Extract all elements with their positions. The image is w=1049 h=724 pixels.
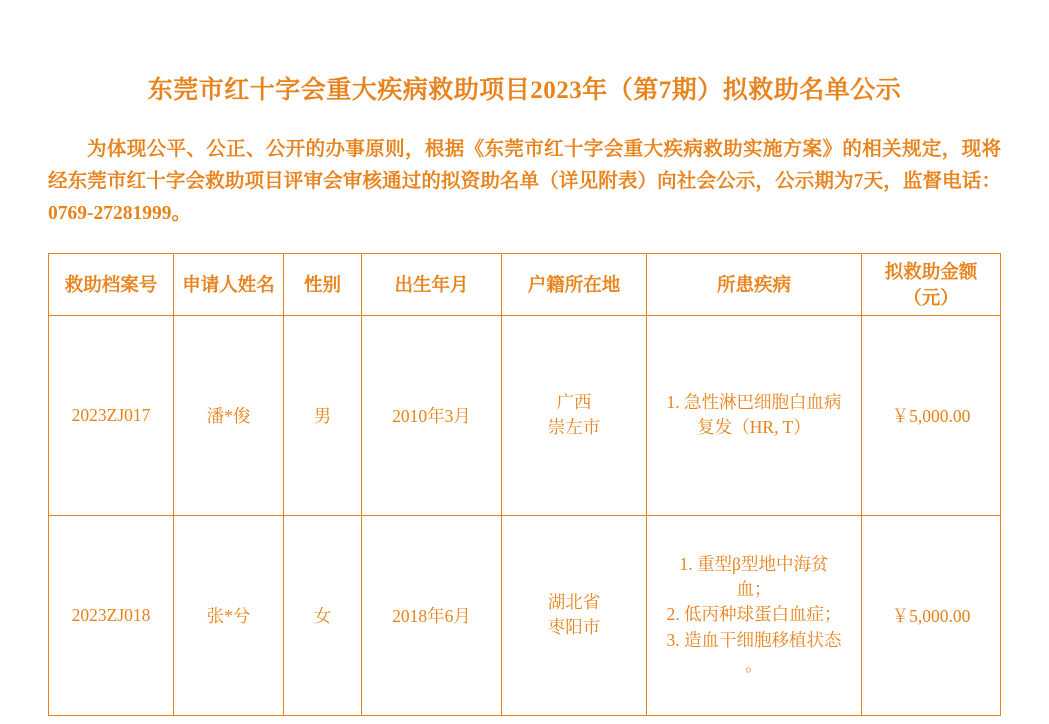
column-header-amount: 拟救助金额（元） xyxy=(862,253,1001,315)
announcement-paragraph: 为体现公平、公正、公开的办事原则，根据《东莞市红十字会重大疾病救助实施方案》的相关规定，现将经东莞市红十字会救助项目评审会审核通过的拟资助名单（详见附表）向社会公示，公示期为7天，监督电话：0769-27281999。 xyxy=(48,139,1001,225)
cell-region xyxy=(502,515,647,715)
cell-region-line: 枣阳市 xyxy=(547,617,601,638)
table-header-row xyxy=(49,253,1001,315)
cell-name: 潘*俊 xyxy=(174,315,284,515)
cell-disease-line: 复发（HR, T） xyxy=(697,417,811,438)
cell-disease-line: 3. 造血干细胞移植状态 xyxy=(666,629,842,650)
cell-region-line: 广西 xyxy=(556,391,592,412)
cell-disease-line: 1. 急性淋巴细胞白血病 xyxy=(666,391,842,412)
cell-birth: 2018年6月 xyxy=(362,515,502,715)
aid-recipients-table xyxy=(48,253,1001,716)
table-body xyxy=(49,315,1001,715)
cell-gender: 男 xyxy=(284,315,362,515)
table-header xyxy=(49,253,1001,315)
table-row xyxy=(49,515,1001,715)
cell-region-line: 崇左市 xyxy=(547,417,601,438)
cell-disease xyxy=(647,315,862,515)
cell-disease xyxy=(647,515,862,715)
cell-gender: 女 xyxy=(284,515,362,715)
cell-disease-line: 。 xyxy=(745,655,763,676)
cell-region xyxy=(502,315,647,515)
column-header-region: 户籍所在地 xyxy=(502,253,647,315)
table-row xyxy=(49,315,1001,515)
column-header-file-no: 救助档案号 xyxy=(49,253,174,315)
column-header-birth: 出生年月 xyxy=(362,253,502,315)
column-header-name: 申请人姓名 xyxy=(174,253,284,315)
cell-birth: 2010年3月 xyxy=(362,315,502,515)
cell-amount: ￥5,000.00 xyxy=(862,315,1001,515)
cell-file-no: 2023ZJ018 xyxy=(49,515,174,715)
column-header-disease: 所患疾病 xyxy=(647,253,862,315)
cell-amount: ￥5,000.00 xyxy=(862,515,1001,715)
column-header-gender: 性别 xyxy=(284,253,362,315)
cell-file-no: 2023ZJ017 xyxy=(49,315,174,515)
page-title: 东莞市红十字会重大疾病救助项目2023年（第7期）拟救助名单公示 xyxy=(147,77,902,104)
cell-disease-line: 2. 低丙种球蛋白血症； xyxy=(666,604,842,625)
cell-disease-line: 1. 重型β型地中海贫 xyxy=(679,553,829,574)
cell-name: 张*兮 xyxy=(174,515,284,715)
cell-disease-line: 血； xyxy=(736,578,772,599)
cell-region-line: 湖北省 xyxy=(547,591,601,612)
